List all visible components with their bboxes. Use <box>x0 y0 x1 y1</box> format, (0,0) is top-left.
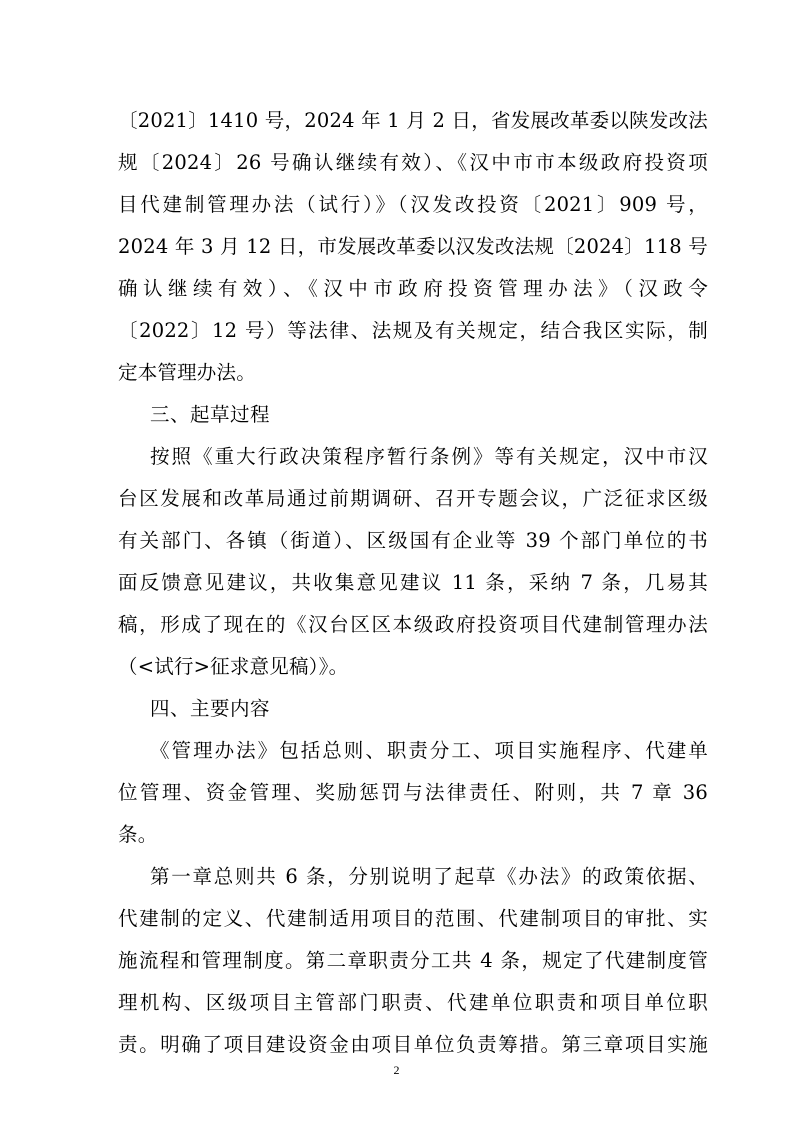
page-number: 2 <box>393 1063 400 1077</box>
text-line: 稿，形成了现在的《汉台区区本级政府投资项目代建制管理办法 <box>118 613 708 636</box>
section-heading-main-content: 四、主要内容 <box>150 697 271 720</box>
text-line: 理机构、区级项目主管部门职责、代建单位职责和项目单位职 <box>118 991 708 1014</box>
text-line: 有关部门、各镇（街道）、区级国有企业等 39 个部门单位的书 <box>118 529 708 552</box>
text-line: 按照《重大行政决策程序暂行条例》等有关规定，汉中市汉 <box>150 445 708 468</box>
text-line: 《管理办法》包括总则、职责分工、项目实施程序、代建单 <box>150 739 708 762</box>
text-line: 第一章总则共 6 条，分别说明了起草《办法》的政策依据、 <box>150 865 708 888</box>
text-line: 定本管理办法。 <box>118 361 256 384</box>
text-line: 〔2021〕1410 号，2024 年 1 月 2 日，省发展改革委以陕发改法 <box>118 109 708 132</box>
text-line: 〔2022〕12 号）等法律、法规及有关规定，结合我区实际，制 <box>118 319 708 342</box>
text-line: （<试行>征求意见稿）》。 <box>118 655 349 678</box>
text-line: 确认继续有效）、《汉中市政府投资管理办法》（汉政令 <box>118 277 708 300</box>
text-line: 责。明确了项目建设资金由项目单位负责筹措。第三章项目实施 <box>118 1033 708 1056</box>
text-line: 条。 <box>118 823 158 846</box>
text-line: 代建制的定义、代建制适用项目的范围、代建制项目的审批、实 <box>118 907 708 930</box>
text-line: 台区发展和改革局通过前期调研、召开专题会议，广泛征求区级 <box>118 487 708 510</box>
text-line: 2024 年 3 月 12 日，市发展改革委以汉发改法规〔2024〕118 号 <box>118 235 708 258</box>
text-line: 位管理、资金管理、奖励惩罚与法律责任、附则，共 7 章 36 <box>118 781 708 804</box>
text-line: 目代建制管理办法（试行）》（汉发改投资〔2021〕909 号， <box>118 193 708 216</box>
text-line: 面反馈意见建议，共收集意见建议 11 条，采纳 7 条，几易其 <box>118 571 708 594</box>
text-line: 施流程和管理制度。第二章职责分工共 4 条，规定了代建制度管 <box>118 949 708 972</box>
section-heading-drafting-process: 三、起草过程 <box>150 403 271 426</box>
text-line: 规〔2024〕26 号确认继续有效）、《汉中市市本级政府投资项 <box>118 151 708 174</box>
